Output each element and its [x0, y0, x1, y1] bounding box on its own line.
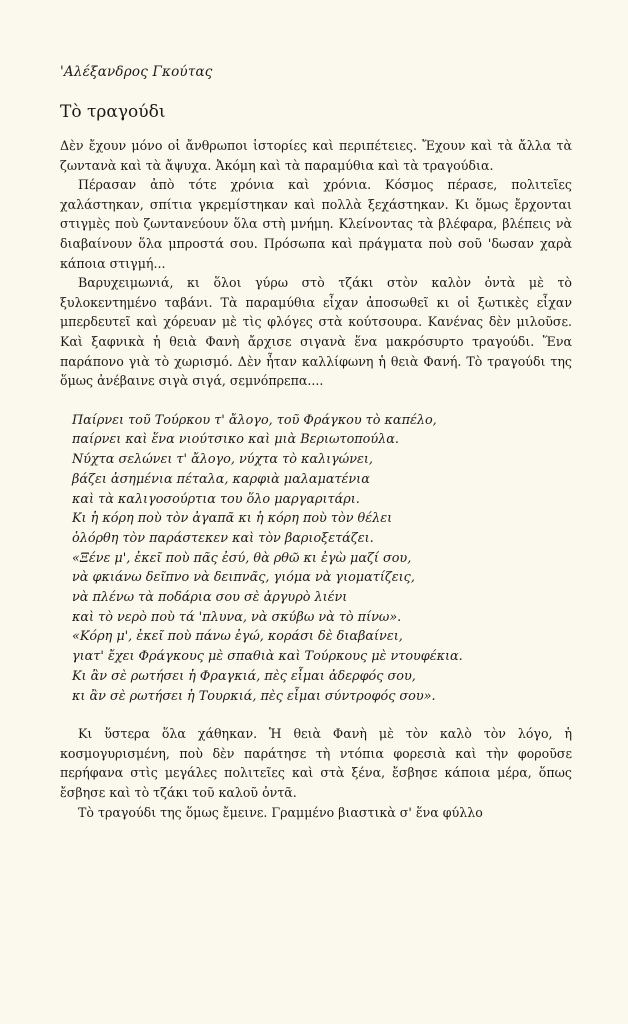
- verse-line: γιατ' ἔχει Φράγκους μὲ σπαθιὰ καὶ Τούρκους μὲ ντουφέκια.: [72, 649, 463, 665]
- verse-line: «Ξένε μ', ἐκεῖ ποὺ πᾶς ἐσύ, θὰ ρθῶ κι ἐγὼ μαζί σου,: [72, 550, 412, 566]
- verse-line: βάζει ἀσημένια πέταλα, καρφιὰ μαλαματένια: [72, 471, 370, 487]
- paragraph: Βαρυχειμωνιά, κι ὅλοι γύρω στὸ τζάκι στὸν καλὸν ὀντὰ μὲ τὸ ξυλοκεντημένο ταβάνι. Τὰ παραμύθια εἶχαν ἀποσωθεῖ κι οἱ ξωτικὲς εἶχαν μπερδευτεῖ καὶ χόρευαν μὲ τὶς φλόγες στὰ κούτσουρα. Κανένας δὲν μιλοῦσε. Καὶ ξαφνικὰ ἡ θειὰ Φανὴ ἄρχισε σιγανὰ ἕνα μακρόσυρτο τραγούδι. Ἕνα παράπονο γιὰ τὸ χωρισμό. Δὲν ἦταν καλλίφωνη ἡ θειὰ Φανή. Τὸ τραγούδι της ὅμως ἀνέβαινε σιγὰ σιγά, σεμνόπρεπα....: [60, 275, 572, 389]
- song-verse: [72, 411, 572, 707]
- verse-line: κι ἂν σὲ ρωτήσει ἡ Τουρκιά, πὲς εἶμαι σύντροφός σου».: [72, 688, 436, 704]
- page-title: Τὸ τραγούδι: [60, 102, 166, 122]
- verse-line: νὰ φκιάνω δεῖπνο νὰ δειπνᾶς, γιόμα νὰ γιοματίζεις,: [72, 570, 415, 586]
- verse-line: Κι ἡ κόρη ποὺ τὸν ἀγαπᾶ κι ἡ κόρη ποὺ τὸν θέλει: [72, 511, 393, 527]
- verse-line: νὰ πλένω τὰ ποδάρια σου σὲ ἀργυρὸ λιένι: [72, 590, 348, 606]
- verse-line: Κι ἂν σὲ ρωτήσει ἡ Φραγκιά, πὲς εἶμαι ἀδερφός σου,: [72, 668, 416, 684]
- paragraph: Κι ὕστερα ὅλα χάθηκαν. Ἡ θειὰ Φανὴ μὲ τὸν καλὸ τὸν λόγο, ἡ κοσμογυρισμένη, ποὺ δὲν παράτησε τὴ ντόπια φορεσιὰ καὶ τὴν φοροῦσε περήφανα στὶς μεγάλες πολιτεῖες καὶ στὰ ξένα, ἔσβησε κάποια μέρα, ὅπως ἔσβησε καὶ τὸ τζάκι τοῦ καλοῦ ὀντᾶ.: [60, 726, 572, 801]
- verse-line: Νύχτα σελώνει τ' ἄλογο, νύχτα τὸ καλιγώνει,: [72, 452, 373, 468]
- paragraph: Δὲν ἔχουν μόνο οἱ ἄνθρωποι ἱστορίες καὶ περιπέτειες. Ἔχουν καὶ τὰ ἄλλα τὰ ζωντανὰ καὶ τὰ ἄψυχα. Ἀκόμη καὶ τὰ παραμύθια καὶ τὰ τραγούδια.: [60, 138, 572, 173]
- verse-line: ὁλόρθη τὸν παράστεκεν καὶ τὸν βαριοξετάζει.: [72, 530, 374, 546]
- verse-line: καὶ τὸ νερὸ ποὺ τά 'πλυνα, νὰ σκύβω νὰ τὸ πίνω».: [72, 609, 402, 625]
- prose-top: [60, 136, 572, 391]
- verse-line: Παίρνει τοῦ Τούρκου τ' ἄλογο, τοῦ Φράγκου τὸ καπέλο,: [72, 412, 437, 428]
- verse-line: «Κόρη μ', ἐκεῖ ποὺ πάνω ἐγώ, κοράσι δὲ διαβαίνει,: [72, 629, 403, 645]
- author-name: 'Αλέξανδρος Γκούτας: [60, 64, 213, 80]
- page-content: [60, 64, 572, 822]
- paragraph: Πέρασαν ἀπὸ τότε χρόνια καὶ χρόνια. Κόσμος πέρασε, πολιτεῖες χαλάστηκαν, σπίτια γκρεμίστηκαν καὶ πολλὰ ξεχάστηκαν. Κι ὅμως ἔρχονται στιγμὲς ποὺ ζωντανεύουν ὅλα στὴ μνήμη. Κλείνοντας τὰ βλέφαρα, βλέπεις νὰ διαβαίνουν ὅλα μπροστά σου. Πρόσωπα καὶ πράγματα ποὺ σοῦ 'δωσαν χαρὰ κάποια στιγμή...: [60, 177, 572, 271]
- verse-line: παίρνει καὶ ἕνα νιούτσικο καὶ μιὰ Βεριωτοπούλα.: [72, 432, 399, 448]
- verse-line: καὶ τὰ καλιγοσούρτια του ὅλο μαργαριτάρι.: [72, 491, 360, 507]
- paragraph: Τὸ τραγούδι της ὅμως ἔμεινε. Γραμμένο βιαστικὰ σ' ἕνα φύλλο: [78, 804, 483, 820]
- prose-bottom: [60, 724, 572, 822]
